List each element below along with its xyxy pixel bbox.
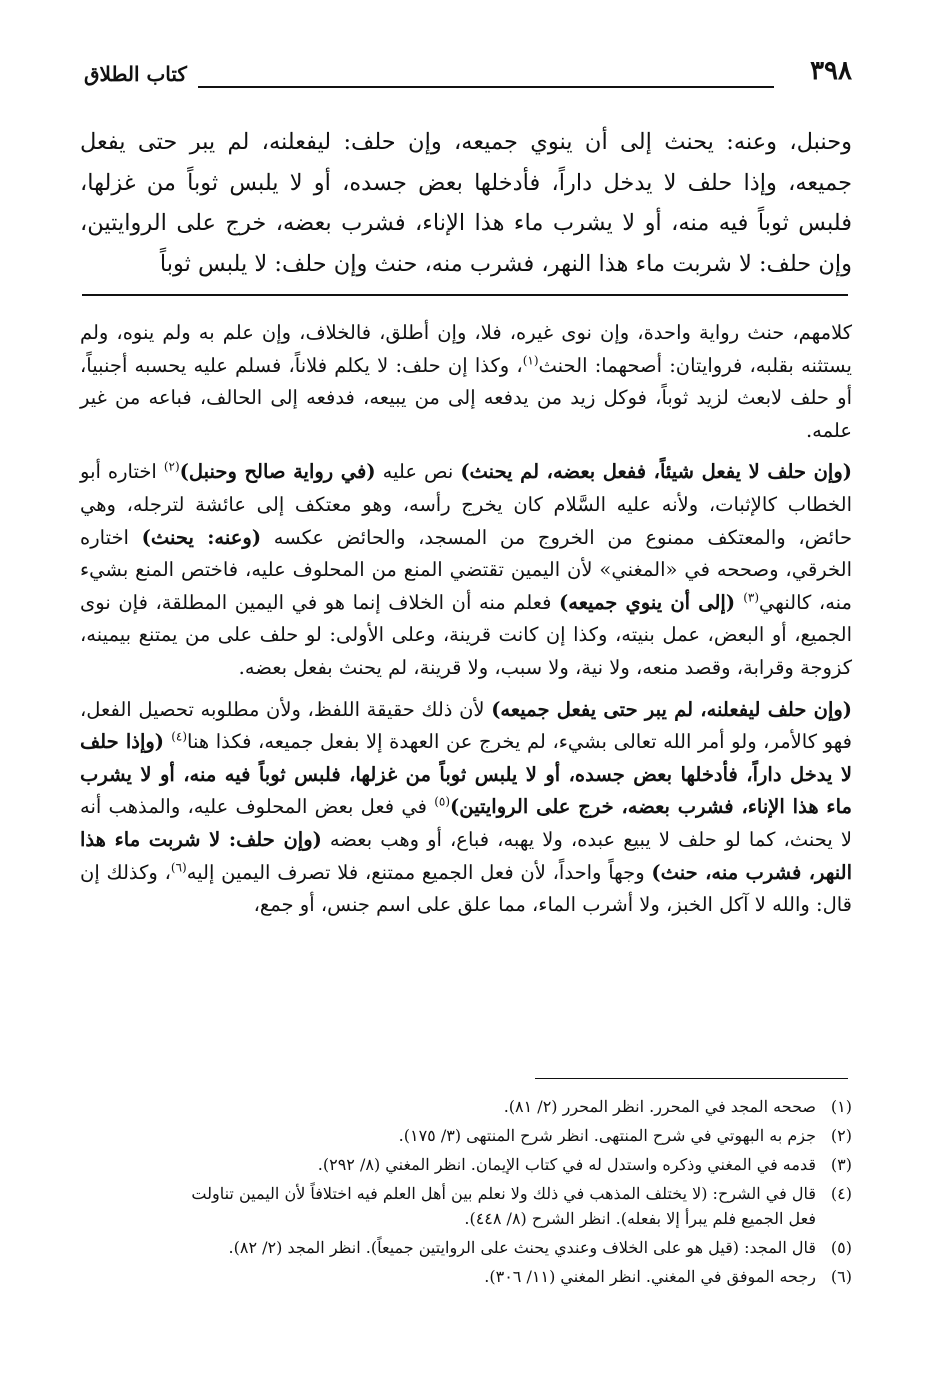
commentary-text: في فعل بعض المحلوف عليه، والمذهب أنه لا يحنث، كما لو حلف لا يبيع عبده، ولا يهبه، فباع، أو وهب بعضه [80, 795, 852, 851]
footnote-text: قال في الشرح: (لا يختلف المذهب في ذلك ولا نعلم بين أهل العلم فيه اختلافاً لأن اليمين تناولت [191, 1184, 816, 1203]
book-title: كتاب الطلاق [84, 62, 187, 86]
commentary-text: نص عليه [375, 460, 461, 484]
footnote-ref: (٢) [163, 459, 180, 474]
matn-quote: (وإذا حلف لا يدخل داراً، فأدخلها بعض جسده، أو لا يلبس ثوباً من غزلها، فلبس ثوباً فيه منه، أو لا يشرب ماء هذا الإناء، فشرب بعضه، خرج على الروايتين) [80, 730, 852, 819]
matn-quote: (وإن حلف: لا شربت ماء هذا النهر، فشرب منه، حنث) [80, 827, 853, 884]
footnote-number: (٥) [830, 1238, 852, 1257]
footnote-number: (٣) [830, 1155, 852, 1174]
commentary-text: اختاره أبو الخطاب كالإثبات، ولأنه عليه السَّلام كان يخرج رأسه، وهو معتكف إلى عائشة لترجله، وهي حائض، والمعتكف ممنوع من الخروج من المسجد، والحائض عكسه [80, 460, 852, 549]
commentary-paragraph [80, 317, 852, 447]
footnote [80, 1092, 852, 1121]
commentary-text: فعلم منه أن الخلاف إنما هو في اليمين المطلقة، فإن نوى الجميع، أو البعض، عمل بنيته، وكذا إن كانت قرينة، وعلى الأولى: لو حلف على من يمتنع بيمينه، كزوجة وقرابة، وقصد منعه، ولا نية، ولا سبب، ولا قرينة، لم يحنث بفعل بعضه. [80, 590, 852, 679]
main-text: وحنبل، وعنه: يحنث إلى أن ينوي جميعه، وإن حلف: ليفعلنه، لم يبر حتى يفعل جميعه، وإذا حلف لا يدخل داراً، فأدخلها بعض جسده، أو لا يلبس ثوباً من غزلها، فلبس ثوباً فيه منه، أو لا يشرب ماء هذا الإناء، فشرب بعضه، خرج على الروايتين، وإن حلف: لا شربت ماء هذا النهر، فشرب منه، حنث وإن حلف: لا يلبس ثوباً [80, 129, 852, 277]
footnote-ref: (٥) [434, 794, 451, 809]
commentary [80, 317, 852, 931]
matn-quote: (إلى أن ينوي جميعه) [559, 590, 744, 614]
footnote-ref: (٦) [170, 860, 187, 874]
footnote-text: صححه المجد في المحرر. انظر المحرر (٢/ ٨١). [503, 1097, 816, 1116]
commentary-text: ، وكذلك إن قال: والله لا آكل الخبز، ولا أشرب الماء، مما علق على اسم جنس، أو جمع، [80, 860, 852, 917]
matn-quote: (في رواية صالح وحنبل) [179, 460, 376, 484]
footnote [80, 1233, 852, 1262]
footnote-number: (٢) [830, 1126, 852, 1145]
footnote-ref: (٣) [743, 590, 760, 605]
footnote-divider [535, 1078, 848, 1079]
footnote-number: (٤) [830, 1184, 852, 1203]
main-text-divider [82, 294, 848, 296]
matn-quote: (وإن حلف لا يفعل شيئاً، ففعل بعضه، لم يحنث) [460, 460, 852, 484]
footnote-text: جزم به البهوتي في شرح المنتهى. انظر شرح المنتهى (٣/ ١٧٥). [398, 1126, 816, 1145]
commentary-text: ، وكذا إن حلف: لا يكلم فلاناً، فسلم عليه يحسبه أجنبياً، أو حلف لابعث لزيد ثوباً، فوكل زيد من يدفعه إلى من يبيعه، فدفعه إلى الحالف، فباعه من غير علمه. [80, 353, 852, 442]
commentary-paragraph [80, 456, 852, 684]
matn-quote: (وعنه: يحنث) [141, 525, 262, 549]
header-rule [198, 86, 774, 88]
footnote-number: (٦) [830, 1267, 852, 1286]
footnote-text: رجحه الموفق في المغني. انظر المغني (١١/ ٣٠٦). [484, 1267, 816, 1286]
page-number: ٣٩٨ [810, 56, 852, 86]
commentary-text: كلامهم، حنث رواية واحدة، وإن نوى غيره، فلا، وإن أطلق، فالخلاف، وإن علم به ولم ينوه، ولم يستثنه بقلبه، فروايتان: أصحهما: الحنث [80, 321, 852, 377]
footnote [80, 1262, 852, 1291]
footnote-text: قال المجد: (قيل هو على الخلاف وعندي يحنث على الروايتين جميعاً). انظر المجد (٢/ ٨٢). [228, 1238, 816, 1257]
commentary-paragraph [80, 694, 852, 922]
footnote-continuation: فعل الجميع فلم يبرأ إلا بفعله). انظر الشرح (٨/ ٤٤٨). [464, 1209, 816, 1228]
footnote-ref: (٤) [171, 729, 188, 744]
commentary-text: لأن ذلك حقيقة اللفظ، ولأن مطلوبه تحصيل الفعل، فهو كالأمر، ولو أمر الله تعالى بشيء، لم يخرج عن العهدة إلا بفعل جميعه، فكذا هنا [80, 697, 852, 754]
footnote-text: قدمه في المغني وذكره واستدل له في كتاب الإيمان. انظر المغني (٨/ ٢٩٢). [317, 1155, 816, 1174]
footnote [80, 1150, 852, 1179]
footnote-ref: (١) [522, 353, 539, 368]
commentary-text: وجهاً واحداً، لأن فعل الجميع ممتنع، فلا تصرف اليمين إليه [186, 860, 652, 884]
footnotes [80, 1092, 852, 1291]
footnote-number: (١) [830, 1097, 852, 1116]
matn-quote: (وإن حلف ليفعلنه، لم يبر حتى يفعل جميعه) [491, 697, 853, 721]
commentary-text: اختاره الخرقي، وصححه في «المغني» لأن اليمين تقتضي المنع من المحلوف عليه، فاختص المنع بشيء منه، كالنهي [80, 525, 852, 614]
page-header [84, 54, 852, 94]
footnote [80, 1121, 852, 1150]
